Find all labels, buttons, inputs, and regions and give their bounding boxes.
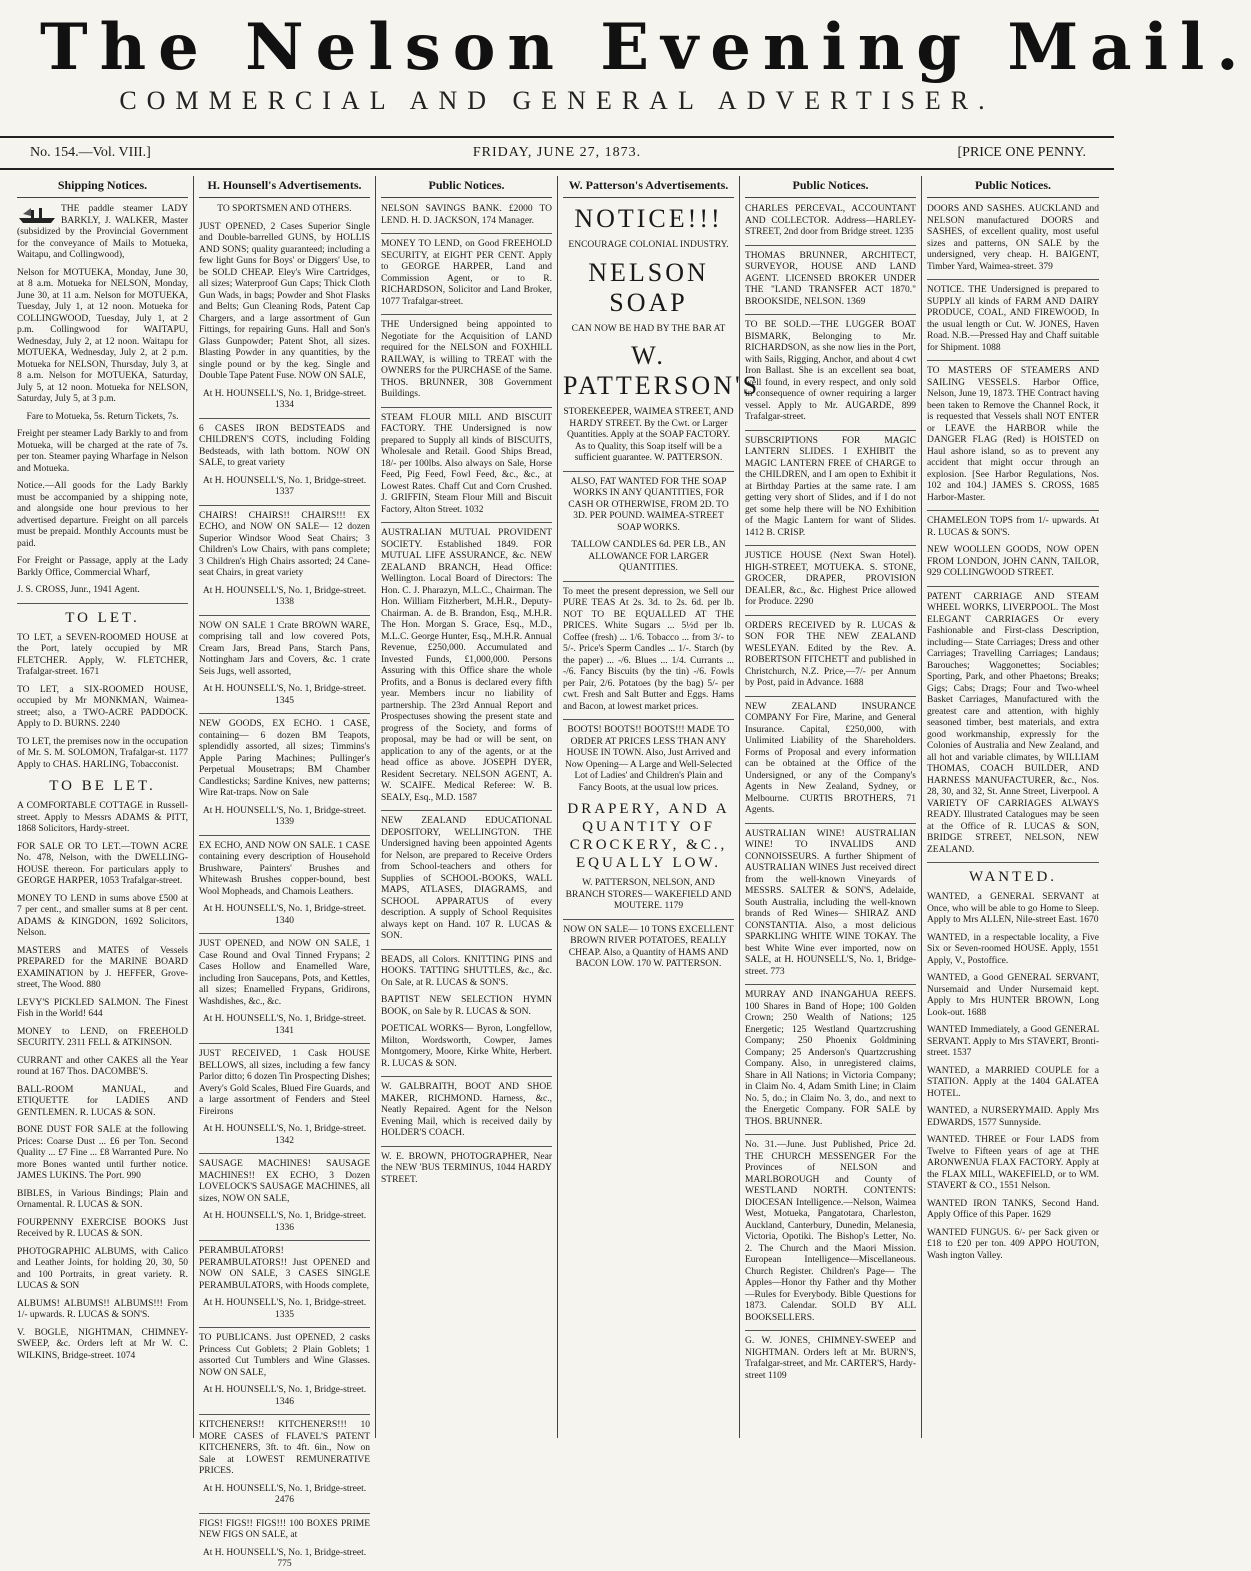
section-heading: TO BE LET.: [49, 778, 156, 794]
notice: WANTED, in a respectable locality, a Five Six or Seven-roomed HOUSE. Apply, 1551 Apply, V., Postoffice.: [927, 932, 1099, 966]
divider: [927, 862, 1099, 863]
advertisement: EX ECHO, AND NOW ON SALE. 1 CASE containing every description of Household Brushware, Painters' Brushes and Whitewash Brushes copper-bound, best Wool Mopheads, and Chamois Leathers.: [199, 840, 370, 897]
steamer-icon: [17, 204, 57, 224]
advertiser: At H. HOUNSELL'S, No. 1, Bridge-street. 1336: [202, 1211, 367, 1233]
notice: FOURPENNY EXERCISE BOOKS Just Received by R. LUCAS & SON.: [17, 1217, 188, 1239]
advertisement: JUST OPENED, 2 Cases Superior Single and Double-barrelled GUNS, by HOLLIS AND SONS; quality guaranteed; including a few light Guns for Boys' or Diggers' Use, to be SOLD CHEAP. Eley's Wire Cartridges, all sizes; Waterproof Gun Caps; Thick Cloth Gun Wads, in bags; Powder and Shot Flasks and Belts; Gun Cleaning Rods, Patent Cap Chargers, and a large assortment of Gun Fittings, for repairing Guns. Hall and Son's Glass Gunpowder; Patent Shot, all sizes. Blasting Powder in any quantities, by the single pound or by the keg. Single and Double Tape Patent Fuse. NOW ON SALE,: [199, 221, 370, 381]
notice: W. GALBRAITH, BOOT AND SHOE MAKER, RICHMOND. Harness, &c., Neatly Repaired. Agent for the Nelson Evening Mail, which is received daily by HOLDER'S COACH.: [381, 1082, 552, 1138]
product-heading: NELSON SOAP: [588, 257, 709, 317]
column-heading: Public Notices.: [927, 176, 1099, 198]
divider: [745, 430, 916, 431]
divider: [381, 522, 552, 523]
column-shipping: [12, 176, 194, 1438]
notice-signature: J. S. CROSS, Junr., 1941 Agent.: [17, 585, 140, 595]
notice: BALL-ROOM MANUAL, and ETIQUETTE for LADIES AND GENTLEMEN. R. LUCAS & SON.: [17, 1084, 188, 1118]
divider: [927, 586, 1099, 587]
divider: [745, 615, 916, 616]
advertisement: 6 CASES IRON BEDSTEADS and CHILDREN'S COTS, including Folding Bedsteads, with lath bottom. NOW ON SALE, to great variety: [199, 423, 370, 468]
column-heading: W. Patterson's Advertisements.: [563, 176, 734, 198]
notice: Notice.—All goods for the Lady Barkly must be accompanied by a shipping note, and alongside one hour previous to her advertised departure. Freight on all parcels must be prepaid. Monthly Accounts must be paid.: [17, 481, 188, 549]
notice: TO MASTERS OF STEAMERS AND SAILING VESSELS. Harbor Office, Nelson, June 19, 1873. THE Contract having been taken to Remove the Channel Rock, it is requested that Vessels shall NOT ENTER or LEAVE the HARBOR while the DANGER FLAG (Red) is HOISTED on Haul ashore island, so as to prevent any accident that might occur through an explosion. [See Harbor Regulations, Nos. 102 and 104.] JAMES S. CROSS, 1685 Harbor-Master.: [927, 366, 1099, 503]
divider: [199, 933, 370, 934]
divider: [199, 835, 370, 836]
advertisement: KITCHENERS!! KITCHENERS!!! 10 MORE CASES of FLAVEL'S PATENT KITCHENERS, 3ft. to 4ft. 6in., Now on Sale at LOWEST REMUNERATIVE PRICES.: [199, 1420, 370, 1476]
divider: [199, 1153, 370, 1154]
notice: THE Undersigned being appointed to Negotiate for the Acquisition of LAND required for the NELSON and FOXHILL RAILWAY, is willing to TREAT with the OWNERS for the PURCHASE of the Same. THOS. BRUNNER, 308 Government Buildings.: [381, 320, 552, 399]
notice: FOR SALE OR TO LET.—TOWN ACRE No. 478, Nelson, with the DWELLING-HOUSE thereon. For particulars apply to GEORGE HARPER, 1053 Trafalgar-street.: [17, 841, 188, 886]
notice: STEAM FLOUR MILL AND BISCUIT FACTORY. THE Undersigned is now prepared to Supply all kinds of BISCUITS, Wholesale and Retail. Good Ships Bread, 18/- per 100lbs. Also always on Sale, Horse Feed, Pig Feed, Fowl Feed, &c., &c., at Lowest Rates. Chaff Cut and Corn Crushed. J. GRIFFIN, Steam Flour Mill and Biscuit Factory, Alton Street. 1032: [381, 412, 552, 515]
notice: POETICAL WORKS— Byron, Longfellow, Milton, Wordsworth, Cowper, James Montgomery, Moore, Kirke White, Herbert. R. LUCAS & SON.: [381, 1024, 552, 1069]
column-heading: Public Notices.: [745, 176, 916, 198]
divider: [381, 949, 552, 950]
divider: [563, 471, 734, 472]
columns: [12, 176, 1106, 1569]
notice: LEVY'S PICKLED SALMON. The Finest Fish in the World! 644: [17, 997, 188, 1019]
divider: [381, 810, 552, 811]
notice: Fare to Motueka, 5s. Return Tickets, 7s.: [26, 411, 179, 422]
notice: AUSTRALIAN MUTUAL PROVIDENT SOCIETY. Established 1849. FOR MUTUAL LIFE ASSURANCE, &c. NEW ZEALAND BRANCH, Head Office: Wellington. Local Board of Directors: The Hon. C. J. Pharazyn, M.L.C., Chairman. The Hon. William Fitzherbert, M.H.R., Deputy-Chairman. A. de B. Brandon, Esq., M.H.R. The Hon. Morgan S. Grace, Esq., M.D., M.L.C. George Hunter, Esq., M.H.R. Annual Revenue, £250,000. Accumulated and Invested Funds, £1,000,000. Persons Assuring with this Office share the whole Profits, and a Bonus is declared every fifth year. Members incur no liability of partnership. The 23rd Annual Report and Prospectuses showing the present state and progress of the Society, and forms of proposal, may be had or will be sent, on application to any of the agents, or at the head office as above. JOSEPH DYER, Resident Secretary. NELSON AGENT, A. W. SCAIFE. Medical Referee: W. B. SEALY, Esq., M.D. 1587: [381, 528, 552, 803]
notice: BOOTS! BOOTS!! BOOTS!!! MADE TO ORDER AT PRICES LESS THAN ANY HOUSE IN TOWN. Also, Just Arrived and Now Opening— A Large and Well-Selected Lot of Ladies' and Children's Plain and Fancy Boots, at the usual low prices.: [565, 725, 732, 793]
column-patterson: [558, 176, 761, 1438]
issue-price: [PRICE ONE PENNY.: [957, 145, 1086, 160]
notice: CHAMELEON TOPS from 1/- upwards. At R. LUCAS & SON'S.: [927, 516, 1099, 538]
advertisement: JUST OPENED, and NOW ON SALE, 1 Case Round and Oval Tinned Frypans; 2 Cases Hollow and Enamelled Ware, including Iron Saucepans, Pots, and Kettles, all sizes; Enamelled Frypans, Gridirons, Washdishes, &c., &c.: [199, 939, 370, 1007]
column-public-notices-3: [922, 176, 1104, 1438]
advertisement: JUST RECEIVED, 1 Cask HOUSE BELLOWS, all sizes, including a few fancy Parlor ditto; 6 dozen Tin Prospecting Dishes; Avery's Gold Scales, Blued Fire Guards, and a large assortment of Fenders and Steel Fireirons: [199, 1049, 370, 1117]
section-heading: TO LET.: [65, 609, 140, 626]
advertisement: FIGS! FIGS!! FIGS!!! 100 BOXES PRIME NEW FIGS ON SALE, at: [199, 1518, 370, 1540]
advertisement: SAUSAGE MACHINES! SAUSAGE MACHINES!! EX ECHO, 3 Dozen LOVELOCK'S SAUSAGE MACHINES, all sizes, NOW ON SALE,: [199, 1159, 370, 1204]
column-heading: Public Notices.: [381, 176, 552, 198]
notice: CAN NOW BE HAD BY THE BAR AT: [571, 323, 726, 334]
column-public-notices-2: [740, 176, 922, 1438]
notice: MONEY to LEND, on FREEHOLD SECURITY. 2311 FELL & ATKINSON.: [17, 1026, 188, 1048]
issue-date: FRIDAY, JUNE 27, 1873.: [472, 145, 642, 160]
advertiser: At H. HOUNSELL'S, No. 1, Bridge-street. 1335: [202, 1298, 367, 1320]
notice: ORDERS RECEIVED by R. LUCAS & SON FOR THE NEW ZEALAND WESLEYAN. Edited by the Rev. A. ROBERTSON FITCHETT and published in Christchurch, N.Z. Price,—7/- per Annum by Post, paid in Advance. 1688: [745, 620, 916, 688]
advertiser: At H. HOUNSELL'S, No. 1, Bridge-street. 1346: [202, 1385, 367, 1407]
divider: [199, 1240, 370, 1241]
advertiser: At H. HOUNSELL'S, No. 1, Bridge-street. 1340: [202, 904, 367, 926]
divider: [381, 233, 552, 234]
divider: [563, 581, 734, 582]
newspaper-subtitle: COMMERCIAL AND GENERAL ADVERTISER.: [119, 86, 995, 115]
divider: [745, 984, 916, 985]
notice: TO BE SOLD.—THE LUGGER BOAT BISMARK, Belonging to Mr. RICHARDSON, as she now lies in the Port, with Sails, Rigging, Anchor, and about 4 cwt Iron Ballast. She is an excellent sea boat, well found, in every respect, and only sold in consequence of owner requiring a larger vessel. Apply to Mr. AUGARDE, 899 Trafalgar-street.: [745, 320, 916, 422]
notice: CHARLES PERCEVAL, ACCOUNTANT AND COLLECTOR. Address—HARLEY-STREET, 2nd door from Bridge street. 1235: [745, 204, 916, 237]
divider: [199, 713, 370, 714]
advertiser: At H. HOUNSELL'S, No. 1, Bridge-street. 775: [202, 1547, 367, 1569]
notice: NEW ZEALAND INSURANCE COMPANY For Fire, Marine, and General Insurance. Capital, £250,000, with Unlimited Liability of the Shareholders. Forms of Proposal and every information can be obtained at the Office of the Undersigned, or any of the Company's Agents in New Zealand, Sydney, or Melbourne. CURTIS BROTHERS, 71 Agents.: [745, 701, 916, 815]
notice: DOORS AND SASHES. AUCKLAND and NELSON manufactured DOORS and SASHES, of excellent quality, most useful sizes and patterns, ON SALE by the undersigned, very cheap. H. BAIGENT, Timber Yard, Waimea-street. 379: [927, 204, 1099, 272]
notice: BAPTIST NEW SELECTION HYMN BOOK, on Sale by R. LUCAS & SON.: [381, 995, 552, 1017]
notice: G. W. JONES, CHIMNEY-SWEEP and NIGHTMAN. Orders left at Mr. BURN'S, Trafalgar-street, and Mr. CARTER'S, Hardy-street 1109: [745, 1336, 916, 1381]
notice: BIBLES, in Various Bindings; Plain and Ornamental. R. LUCAS & SON.: [17, 1188, 188, 1210]
notice: WANTED. THREE or Four LADS from Twelve to Fifteen years of age at THE ARONWENUA FLAX FACTORY. Apply at the FLAX MILL, WAKEFIELD, or to WM. STAVERT & CO., 1551 Nelson.: [927, 1135, 1099, 1191]
newspaper-title: The Nelson Evening Mail.: [40, 10, 1251, 85]
divider: [199, 505, 370, 506]
notice: V. BOGLE, NIGHTMAN, CHIMNEY-SWEEP, &c. Orders left at Mr W. C. WILKINS, Bridge-street. 1074: [17, 1327, 188, 1361]
divider: [927, 279, 1099, 280]
masthead: [0, 0, 1251, 120]
divider: [17, 603, 188, 604]
notice-subheading: ENCOURAGE COLONIAL INDUSTRY.: [568, 240, 729, 250]
advertisement: CHAIRS! CHAIRS!! CHAIRS!!! EX ECHO, and NOW ON SALE— 12 dozen Superior Windsor Wood Seat Chairs; 3 Children's Low Chairs, with pans complete; 3 Children's High Chairs assorted; 24 Cane-seat Chairs, in great variety: [199, 510, 370, 578]
issue-number: No. 154.—Vol. VIII.]: [30, 145, 151, 160]
notice: BEADS, all Colors. KNITTING PINS and HOOKS. TATTING SHUTTLES, &c., &c. On Sale, at R. LUCAS & SON'S.: [381, 954, 552, 988]
notice: W. E. BROWN, PHOTOGRAPHER, Near the NEW 'BUS TERMINUS, 1044 HARDY STREET.: [381, 1151, 552, 1185]
notice: No. 31.—June. Just Published, Price 2d. THE CHURCH MESSENGER For the Provinces of NELSON and MARLBOROUGH and County of WESTLAND NORTH. CONTENTS: DIOCESAN Intelligence.—Nelson, Waimea West, Motueka, Pangatotara, Charleston, Auckland, Canterbury, Dunedin, Melanesia, Victoria, Opotiki. The Bishop's Letter, No. 2. The Church and the Maori Mission. European Intelligence—Miscellaneous. Church Register. Children's Page— The Apples—Honor thy Father and thy Mother—Rules for Everybody. Bible Questions for 1873. Calendar. SOLD BY ALL BOOKSELLERS.: [745, 1140, 916, 1323]
notice: PHOTOGRAPHIC ALBUMS, with Calico and Leather Joints, for holding 20, 30, 50 and 100 Portraits, in great variety. R. LUCAS & SON: [17, 1246, 188, 1291]
column-public-notices-1: [376, 176, 558, 1438]
advertisement: NEW GOODS, EX ECHO. 1 CASE, containing— 6 dozen BM Teapots, splendidly assorted, all sizes; Timmins's Apple Paring Machines; Pullinger's Perpetual Mousetraps; BM Chamber Candlesticks; Sardine Knives, new patterns; Wire Rat-traps. Now on Sale: [199, 719, 370, 798]
notice: MONEY TO LEND, on Good FREEHOLD SECURITY, at EIGHT PER CENT. Apply to GEORGE HARPER, Land and Commission Agent, or to R. RICHARDSON, Solicitor and Land Broker, 1077 Trafalgar-street.: [381, 239, 552, 307]
divider: [745, 823, 916, 824]
advertiser: At H. HOUNSELL'S, No. 1, Bridge-street. 1342: [202, 1124, 367, 1146]
divider: [199, 418, 370, 419]
advertisement: NOW ON SALE 1 Crate BROWN WARE, comprising tall and low covered Pots, Cream Jars, Bread Pans, Starch Pans, Nottingham Jars and Covers, &c. 1 crate Seis Jugs, well assorted,: [199, 620, 370, 677]
notice: WANTED, a NURSERYMAID. Apply Mrs EDWARDS, 1577 Sunnyside.: [927, 1106, 1099, 1128]
divider: [381, 1076, 552, 1077]
divider: [745, 1330, 916, 1331]
price-list: To meet the present depression, we Sell our PURE TEAS At 2s. 3d. to 2s. 6d. per lb. NOT TO BE EQUALLED AT THE PRICES. White Sugars ... 5½d per lb. Coffee (fresh) ... 1/6. Tobacco ... from 3/- to 5/-. Price's Sperm Candles ... 1/-. Starch (by the paper) ... -/6. Blues ... 1/4. Currants ... -/6. Fancy Biscuits (by the tin) -/6. Fowls per Pair, 2/6. Potatoes (by the bag) 5/- per cwt. Fresh and Salt Butter and Eggs. Hams and Bacon, at lowest market prices.: [563, 586, 734, 712]
notice: WANTED Immediately, a Good GENERAL SERVANT. Apply to Mrs STAVERT, Bronti-street. 1537: [927, 1025, 1099, 1058]
column-heading: Shipping Notices.: [17, 176, 188, 198]
notice: NELSON SAVINGS BANK. £2000 TO LEND. H. D. JACKSON, 174 Manager.: [381, 204, 552, 226]
notice: CURRANT and other CAKES all the Year round at 167 Thos. DACOMBE'S.: [17, 1055, 188, 1077]
divider: [927, 510, 1099, 511]
notice: NOTICE. THE Undersigned is prepared to SUPPLY all kinds of FARM AND DAIRY PRODUCE, COAL, AND FIREWOOD, In the usual length or Cut. W. JONES, Haven Road. N.B.—Pressed Hay and Chaff suitable for Shipment. 1088: [927, 285, 1099, 353]
notice: Freight per steamer Lady Barkly to and from Motueka, will be charged at the rate of 7s. per ton. Steamer paying Wharfage in Nelson and Motueka.: [17, 429, 188, 474]
divider: [745, 314, 916, 315]
divider: [381, 1146, 552, 1147]
divider: [199, 1414, 370, 1415]
notice: WANTED, a GENERAL SERVANT at Once, who will be able to go Home to Sleep. Apply to Mrs ALLEN, Nile-street East. 1670: [927, 892, 1099, 925]
divider: [563, 919, 734, 920]
notice-heading: NOTICE!!!: [574, 204, 723, 233]
advertiser: At H. HOUNSELL'S, No. 1, Bridge-street. 1339: [202, 805, 367, 827]
advertisement: TO PUBLICANS. Just OPENED, 2 casks Princess Cut Goblets; 2 Plain Goblets; 1 assorted Cut Tumblers and Wine Glasses. NOW ON SALE,: [199, 1333, 370, 1378]
notice: TO LET, a SEVEN-ROOMED HOUSE at the Port, lately occupied by MR FLETCHER. Apply, W. FLETCHER, Trafalgar-street. 1671: [17, 632, 188, 677]
merchant-name: W. PATTERSON'S: [563, 341, 761, 400]
notice: AUSTRALIAN WINE! AUSTRALIAN WINE! TO INVALIDS AND CONNOISSEURS. A further Shipment of AUSTRALIAN WINES Just received direct from the well-known Vineyards of MESSRS. SALTER & SON'S, Adelaide, South Australia, including the well-known brands of Red Wines— SHIRAZ AND CONSTANTIA. Also, a most delicious SPARKLING WHITE WINE TOKAY. The best White Wine ever imported, now on SALE, at H. HOUNSELL'S, No. 1, Bridge-street. 773: [745, 828, 916, 977]
divider: [927, 360, 1099, 361]
notice: DRAPERY, AND A QUANTITY OF CROCKERY, &C., EQUALLY LOW.: [567, 801, 730, 871]
advertiser: At H. HOUNSELL'S, No. 1, Bridge-street. 1338: [202, 585, 367, 607]
advertiser: At H. HOUNSELL'S, No. 1, Bridge-street. 1341: [202, 1014, 367, 1036]
notice: PATENT CARRIAGE AND STEAM WHEEL WORKS, LIVERPOOL. The Most ELEGANT CARRIAGES Or every Fashionable and First-class Description, including— State Carriages; Dress and other Carriages; Travelling Carriages; Landaus; Barouches; Waggonettes; Sociables; Sporting, Park, and other Phaetons; Breaks; Gigs; Cabs; Drags; Four and Two-wheel Basket Carriages, Manufactured with the greatest care and attention, with highly seasoned timber, best materials, and extra good workmanship, expressly for the Colonies of Australia and New Zealand, and all hot and variable climates, by WILLIAM THOMAS, COACH BUILDER, AND HARNESS MANUFACTURER, &c., Nos. 28, 30, and 32, St. Anne Street, Liverpool. A VARIETY OF CARRIAGES ALWAYS READY. Illustrated Catalogues may be seen at the Office of R. LUCAS & SON, BRIDGE STREET, NELSON, NEW ZEALAND.: [927, 591, 1099, 855]
section-heading: WANTED.: [968, 869, 1058, 885]
notice: MONEY TO LEND in sums above £500 at 7 per cent., and smaller sums at 8 per cent. ADAMS & KINGDON, 1692 Solicitors, Nelson.: [17, 893, 188, 938]
notice: MURRAY AND INANGAHUA REEFS. 100 Shares in Band of Hope; 100 Golden Crown; 250 Wealth of Nations; 125 Energetic; 125 Westland Quartzcrushing Company; 250 Phoenix Goldmining Company; 25 Anderson's Quartzcrushing Company. Also, in unregistered claims, Share in All Nations; in Victoria Company; in Claim No. 4, Adam Smith Line; in Claim No. 5, do.; in Claim No. 3, do., and next to the Energetic Company. FOR SALE by THOS. BRUNNER.: [745, 990, 916, 1127]
divider: [745, 1134, 916, 1135]
notice: WANTED IRON TANKS, Second Hand. Apply Office of this Paper. 1629: [927, 1198, 1099, 1220]
notice: JUSTICE HOUSE (Next Swan Hotel). HIGH-STREET, MOTUEKA. S. STONE, GROCER, DRAPER, PROVISION DEALER, &c., &c. Highest Price allowed for Produce. 2290: [745, 551, 916, 607]
divider: [745, 245, 916, 246]
notice: For Freight or Passage, apply at the Lady Barkly Office, Commercial Wharf,: [17, 556, 188, 578]
column-heading: H. Hounsell's Advertisements.: [199, 176, 370, 198]
divider: [199, 1043, 370, 1044]
notice: BONE DUST FOR SALE at the following Prices: Coarse Dust ... £6 per Ton. Second Quality ... £7 Fine ... £8 Warranted Pure. No more Bones wanted until further notice. JAMES LUKINS. The Port. 990: [17, 1125, 188, 1181]
divider: [745, 696, 916, 697]
notice: W. PATTERSON, NELSON, AND BRANCH STORES— WAKEFIELD AND MOUTERE. 1179: [565, 878, 732, 911]
advertiser: At H. HOUNSELL'S, No. 1, Bridge-street. 1334: [202, 388, 367, 410]
notice: STOREKEEPER, WAIMEA STREET, AND HARDY STREET. By the Cwt. or Larger Quantities. Apply at the SOAP FACTORY. As to Quality, this Soap itself will be a sufficient guarantee. W. PATTERSON.: [563, 407, 734, 463]
section-heading: TO SPORTSMEN AND OTHERS.: [217, 204, 352, 214]
notice: A COMFORTABLE COTTAGE in Russell-street. Apply to Messrs ADAMS & PITT, 1868 Solicitors, Hardy-street.: [17, 801, 188, 834]
divider: [381, 314, 552, 315]
advertiser: At H. HOUNSELL'S, No. 1, Bridge-street. 1345: [202, 684, 367, 706]
notice: NEW WOOLLEN GOODS, NOW OPEN FROM LONDON, JOHN CANN, TAILOR, 929 COLLINGWOOD STREET.: [927, 545, 1099, 578]
advertisement: PERAMBULATORS! PERAMBULATORS!! Just OPENED and NOW ON SALE, 3 CASES SINGLE PERAMBULATORS, with Hoods complete,: [199, 1246, 370, 1291]
notice: MASTERS and MATES of Vessels PREPARED for the MARINE BOARD EXAMINATION by J. HEFFER, Grove-street, The Wood. 880: [17, 945, 188, 990]
divider: [199, 1327, 370, 1328]
notice: SUBSCRIPTIONS FOR MAGIC LANTERN SLIDES. I EXHIBIT the MAGIC LANTERN FREE of CHARGE to the CHILDREN, and I am open to Exhibit it at Birthday Parties at the same rate. I am getting very short of Slides, and if I do not get some help there will be NO Exhibition of the Magic Lantern for want of Slides. 1412 B. CRISP.: [745, 435, 916, 538]
advertiser: At H. HOUNSELL'S, No. 1, Bridge-street. 2476: [202, 1483, 367, 1505]
notice: ALSO, FAT WANTED FOR THE SOAP WORKS IN ANY QUANTITIES, FOR CASH OR OTHERWISE, FROM 2D. TO 3D. PER POUND. WAIMEA-STREET SOAP WORKS.: [568, 476, 729, 533]
divider: [199, 615, 370, 616]
dateline: [0, 136, 1114, 170]
notice: TO LET, a SIX-ROOMED HOUSE, occupied by Mr MONKMAN, Waimea-street; also, a TWO-ACRE PADDOCK. Apply to D. BURNS. 2240: [17, 684, 188, 729]
notice: ALBUMS! ALBUMS!! ALBUMS!!! From 1/- upwards. R. LUCAS & SON'S.: [17, 1298, 188, 1320]
notice: WANTED FUNGUS. 6/- per Sack given or £18 to £20 per ton. 409 APPO HOUTON, Wash ington Valley.: [927, 1227, 1099, 1261]
divider: [199, 1513, 370, 1514]
notice: NOW ON SALE— 10 TONS EXCELLENT BROWN RIVER POTATOES, REALLY CHEAP. Also, a Quantity of HAMS AND BACON LOW. 170 W. PATTERSON.: [563, 924, 734, 969]
notice: Nelson for MOTUEKA, Monday, June 30, at 8 a.m. Motueka for NELSON, Monday, June 30, at 11 a.m. Nelson for MOTUEKA, Tuesday, July 1, at 12 noon. Motueka for COLLINGWOOD, Tuesday, July 1, at 2 p.m. Collingwood for WAITAPU, Wednesday, July 2, at 12 noon. Waitapu for MOTUEKA, Wednesday, July 2, at 2 p.m. Motueka for NELSON, Thursday, July 3, at 8 a.m. Nelson for MOTUEKA, Saturday, July 5, at 12 noon. Motueka for NELSON, Saturday, July 5, at 3 p.m.: [17, 267, 188, 404]
notice: WANTED, a MARRIED COUPLE for a STATION. Apply at the 1404 GALATEA HOTEL.: [927, 1065, 1099, 1099]
notice: THOMAS BRUNNER, ARCHITECT, SURVEYOR, HOUSE AND LAND AGENT. LICENSED BROKER UNDER THE "LAND TRANSFER ACT 1870." BROOKSIDE, NELSON. 1369: [745, 250, 916, 307]
column-hounsell: [194, 176, 376, 1569]
notice: TO LET, the premises now in the occupation of Mr. S. M. SOLOMON, Trafalgar-st. 1177 Apply to CHAS. HARLING, Tobacconist.: [17, 736, 188, 770]
notice: TALLOW CANDLES 6d. PER LB., AN ALLOWANCE FOR LARGER QUANTITIES.: [571, 540, 726, 573]
notice: THE paddle steamer LADY BARKLY, J. WALKER, Master (subsidized by the Provincial Government for the conveyance of Mails to Motueka, Waitapu, and Collingwood),: [17, 204, 188, 260]
divider: [745, 545, 916, 546]
advertiser: At H. HOUNSELL'S, No. 1, Bridge-street. 1337: [202, 475, 367, 497]
notice: NEW ZEALAND EDUCATIONAL DEPOSITORY, WELLINGTON. THE Undersigned having been appointed Agents for Nelson, are prepared to Receive Orders from School-teachers and others for Supplies of SCHOOL-BOOKS, WALL MAPS, ATLASES, DIAGRAMS, and SCHOOL APPARATUS of every description. A supply of School Requisites always kept on Hand. 107 R. LUCAS & SON.: [381, 816, 552, 941]
divider: [381, 407, 552, 408]
divider: [563, 719, 734, 720]
notice: WANTED, a Good GENERAL SERVANT, Nursemaid and Under Nursemaid kept. Apply to Mrs HUNTER BROWN, Long Look-out. 1688: [927, 973, 1099, 1018]
